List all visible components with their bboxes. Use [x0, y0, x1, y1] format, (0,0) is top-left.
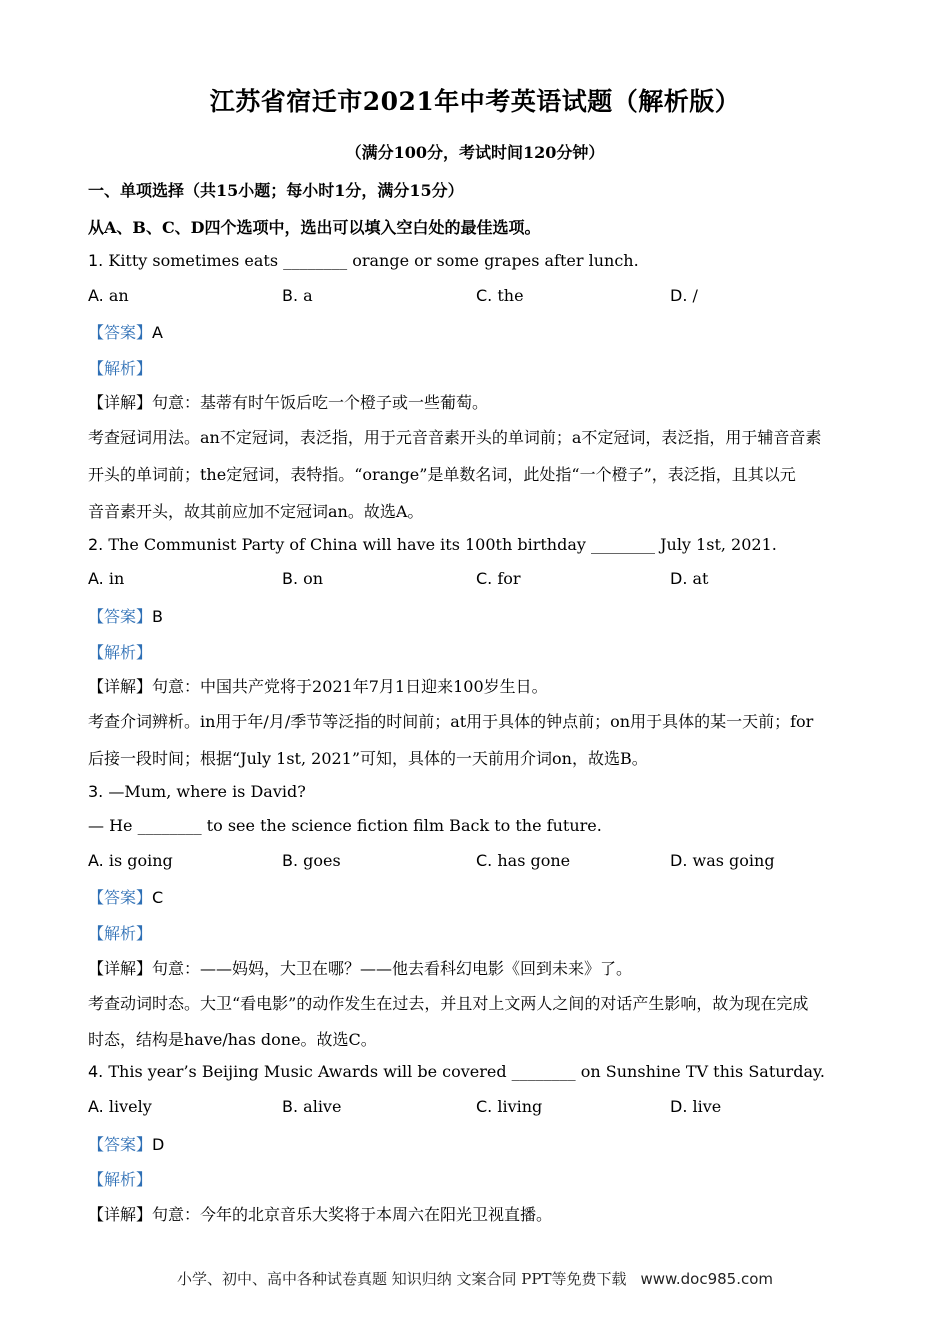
- option-a: A. lively: [88, 1097, 152, 1116]
- explanation-line: 考查介词辨析。in用于年/月/季节等泛指的时间前；at用于具体的钟点前；on用于具体的某一天前；for: [88, 712, 814, 731]
- option-d: D. was going: [670, 851, 775, 870]
- explanation-line: 开头的单词前；the定冠词，表特指。“orange”是单数名词，此处指“一个橙子”，表泛指，且其以元: [88, 465, 796, 484]
- option-d: D. /: [670, 286, 698, 305]
- question-number: 1.: [88, 251, 104, 270]
- detail-line: 【详解】句意：中国共产党将于2021年7月1日迎来100岁生日。: [88, 677, 548, 696]
- explanation-line: 后接一段时间；根据“July 1st, 2021”可知，具体的一天前用介词on，故选B。: [88, 749, 648, 768]
- answer-value: C: [152, 888, 164, 907]
- option-b: B. alive: [282, 1097, 342, 1116]
- answer-tag: 【答案】: [88, 323, 153, 342]
- answer-tag: 【答案】: [88, 888, 153, 907]
- explanation-line: 考查动词时态。大卫“看电影”的动作发生在过去，并且对上文两人之间的对话产生影响，故为现在完成: [88, 994, 809, 1013]
- option-c: C. living: [476, 1097, 543, 1116]
- footer-site-link[interactable]: www.doc985.com: [640, 1270, 774, 1288]
- explanation-line: 音音素开头，故其前应加不定冠词an。故选A。: [88, 502, 424, 521]
- detail-line: 【详解】句意：——妈妈，大卫在哪？——他去看科幻电影《回到未来》了。: [88, 959, 633, 978]
- question-text: —Mum, where is David?: [108, 782, 306, 801]
- answer-tag: 【答案】: [88, 607, 153, 626]
- question-4-stem: [88, 1062, 825, 1081]
- detail-line: 【详解】句意：今年的北京音乐大奖将于本周六在阳光卫视直播。: [88, 1205, 553, 1224]
- option-c: C. has gone: [476, 851, 571, 870]
- explanation-line: 考查冠词用法。an不定冠词，表泛指，用于元音音素开头的单词前；a不定冠词，表泛指，用于辅音音素: [88, 428, 822, 447]
- question-text: This year’s Beijing Music Awards will be covered ________ on Sunshine TV this Saturday.: [108, 1062, 825, 1081]
- answer-value: B: [152, 607, 163, 626]
- answer-value: A: [152, 323, 163, 342]
- explanation-line: 时态，结构是have/has done。故选C。: [88, 1030, 377, 1049]
- question-text: Kitty sometimes eats ________ orange or some grapes after lunch.: [108, 251, 639, 270]
- question-number: 2.: [88, 535, 104, 554]
- document-title: 江苏省宿迁市2021年中考英语试题（解析版）: [209, 87, 741, 116]
- option-d: D. live: [670, 1097, 722, 1116]
- answer-value: D: [152, 1135, 165, 1154]
- analysis-tag: 【解析】: [88, 643, 153, 662]
- analysis-tag: 【解析】: [88, 1170, 153, 1189]
- question-2-stem: [88, 535, 777, 554]
- section-instruction: 从A、B、C、D四个选项中，选出可以填入空白处的最佳选项。: [88, 218, 541, 237]
- option-c: C. the: [476, 286, 524, 305]
- option-b: B. goes: [282, 851, 341, 870]
- answer-line: [88, 885, 163, 908]
- question-3-stem: [88, 782, 306, 801]
- option-a: A. is going: [88, 851, 173, 870]
- section-heading: 一、单项选择（共15小题；每小时1分，满分15分）: [88, 181, 464, 200]
- question-text: The Communist Party of China will have its 100th birthday ________ July 1st, 2021.: [108, 535, 777, 554]
- analysis-tag: 【解析】: [88, 924, 153, 943]
- answer-line: [88, 320, 163, 343]
- option-b: B. a: [282, 286, 313, 305]
- detail-line: 【详解】句意：基蒂有时午饭后吃一个橙子或一些葡萄。: [88, 393, 489, 412]
- footer-text: 小学、初中、高中各种试卷真题 知识归纳 文案合同 PPT等免费下载: [176, 1270, 627, 1288]
- answer-line: [88, 604, 163, 627]
- question-3-stem-line-2: — He ________ to see the science fiction film Back to the future.: [88, 816, 602, 835]
- option-c: C. for: [476, 569, 521, 588]
- page-footer: [0, 1268, 950, 1289]
- option-d: D. at: [670, 569, 709, 588]
- option-a: A. an: [88, 286, 129, 305]
- answer-line: [88, 1132, 164, 1155]
- option-a: A. in: [88, 569, 125, 588]
- question-number: 3.: [88, 782, 104, 801]
- analysis-tag: 【解析】: [88, 359, 153, 378]
- question-1-stem: [88, 251, 639, 270]
- question-number: 4.: [88, 1062, 104, 1081]
- answer-tag: 【答案】: [88, 1135, 153, 1154]
- option-b: B. on: [282, 569, 324, 588]
- document-subtitle: （满分100分，考试时间120分钟）: [345, 143, 605, 162]
